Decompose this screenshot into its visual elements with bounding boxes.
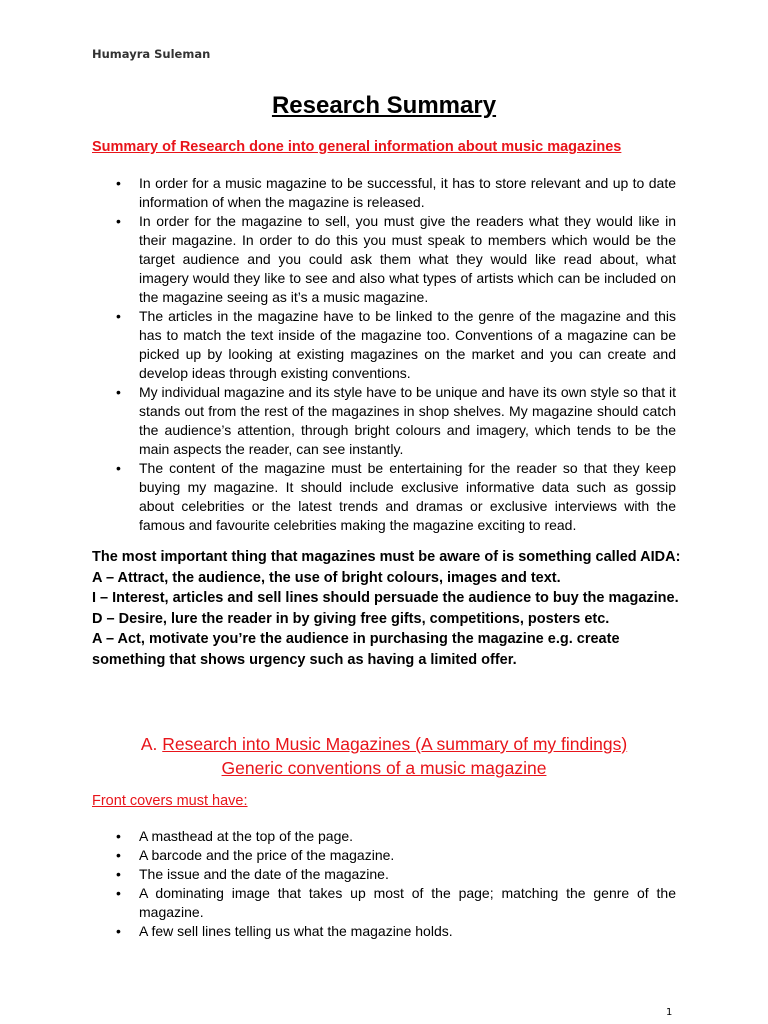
list-item <box>92 212 676 307</box>
page-title: Research Summary <box>271 92 497 119</box>
bullet-icon: • <box>116 885 121 901</box>
section-a-title: Research into Music Magazines (A summary of my findings) <box>162 734 628 754</box>
front-covers-label: Front covers must have: <box>92 793 248 809</box>
list-item <box>92 865 676 884</box>
research-bullet-list <box>92 174 676 535</box>
research-subtitle: Summary of Research done into general information about music magazines <box>92 139 622 155</box>
list-item <box>92 846 676 865</box>
aida-section <box>92 547 682 670</box>
list-item-text: The issue and the date of the magazine. <box>139 866 389 882</box>
bullet-icon: • <box>116 308 121 324</box>
list-item-text: A few sell lines telling us what the magazine holds. <box>139 923 453 939</box>
aida-act: A – Act, motivate you’re the audience in purchasing the magazine e.g. create something that shows urgency such as having a limited offer. <box>92 631 620 668</box>
list-item-text: A masthead at the top of the page. <box>139 828 354 844</box>
aida-intro: The most important thing that magazines must be aware of is something called AIDA: <box>92 549 681 565</box>
list-item-text: A dominating image that takes up most of the page; matching the genre of the magazine. <box>139 885 676 920</box>
bullet-icon: • <box>116 847 121 863</box>
page-number: 1 <box>666 1007 673 1018</box>
list-item-text: My individual magazine and its style have to be unique and have its own style so that it stands out from the rest of the magazines in shop shelves. My magazine should catch the audience’s attention, through bright colours and imagery, which tends to be the main aspects the reader, can see instantly. <box>139 384 676 457</box>
list-item <box>92 174 676 212</box>
bullet-icon: • <box>116 213 121 229</box>
section-a-letter: A. <box>140 734 158 754</box>
aida-attract: A – Attract, the audience, the use of bright colours, images and text. <box>92 569 561 586</box>
bullet-icon: • <box>116 175 121 191</box>
section-a-subtitle: Generic conventions of a music magazine <box>221 758 547 778</box>
list-item-text: The articles in the magazine have to be linked to the genre of the magazine and this has to match the text inside of the magazine too. Conventions of a magazine can be picked up by looking at existing magazines on the market and you can create and develop ideas through existing conventions. <box>139 308 676 381</box>
bullet-icon: • <box>116 923 121 939</box>
section-a-heading <box>0 732 768 780</box>
bullet-icon: • <box>116 460 121 476</box>
aida-desire: D – Desire, lure the reader in by giving free gifts, competitions, posters etc. <box>92 610 610 627</box>
list-item-text: A barcode and the price of the magazine. <box>139 847 395 863</box>
list-item-text: The content of the magazine must be entertaining for the reader so that they keep buying my magazine. It should include exclusive informative data such as gossip about celebrities or the latest trends and dramas or exclusive interviews with the famous and favourite celebrities making the magazine exciting to read. <box>139 460 676 533</box>
aida-interest: I – Interest, articles and sell lines should persuade the audience to buy the magazine. <box>92 590 679 606</box>
list-item <box>92 459 676 535</box>
section-a-title-line <box>0 732 768 756</box>
list-item <box>92 383 676 459</box>
list-item <box>92 307 676 383</box>
list-item-text: In order for the magazine to sell, you must give the readers what they would like in their magazine. In order to do this you must speak to members which would be the target audience and you could ask them what they would like read about, what imagery would they like to see and also what types of artists which can be included on the magazine seeing as it’s a music magazine. <box>139 213 676 305</box>
list-item <box>92 922 676 941</box>
bullet-icon: • <box>116 828 121 844</box>
list-item-text: In order for a music magazine to be successful, it has to store relevant and up to date information of when the magazine is released. <box>139 175 676 210</box>
front-covers-list <box>92 827 676 941</box>
list-item <box>92 884 676 922</box>
list-item <box>92 827 676 846</box>
bullet-icon: • <box>116 384 121 400</box>
bullet-icon: • <box>116 866 121 882</box>
author-header: Humayra Suleman <box>92 47 211 61</box>
